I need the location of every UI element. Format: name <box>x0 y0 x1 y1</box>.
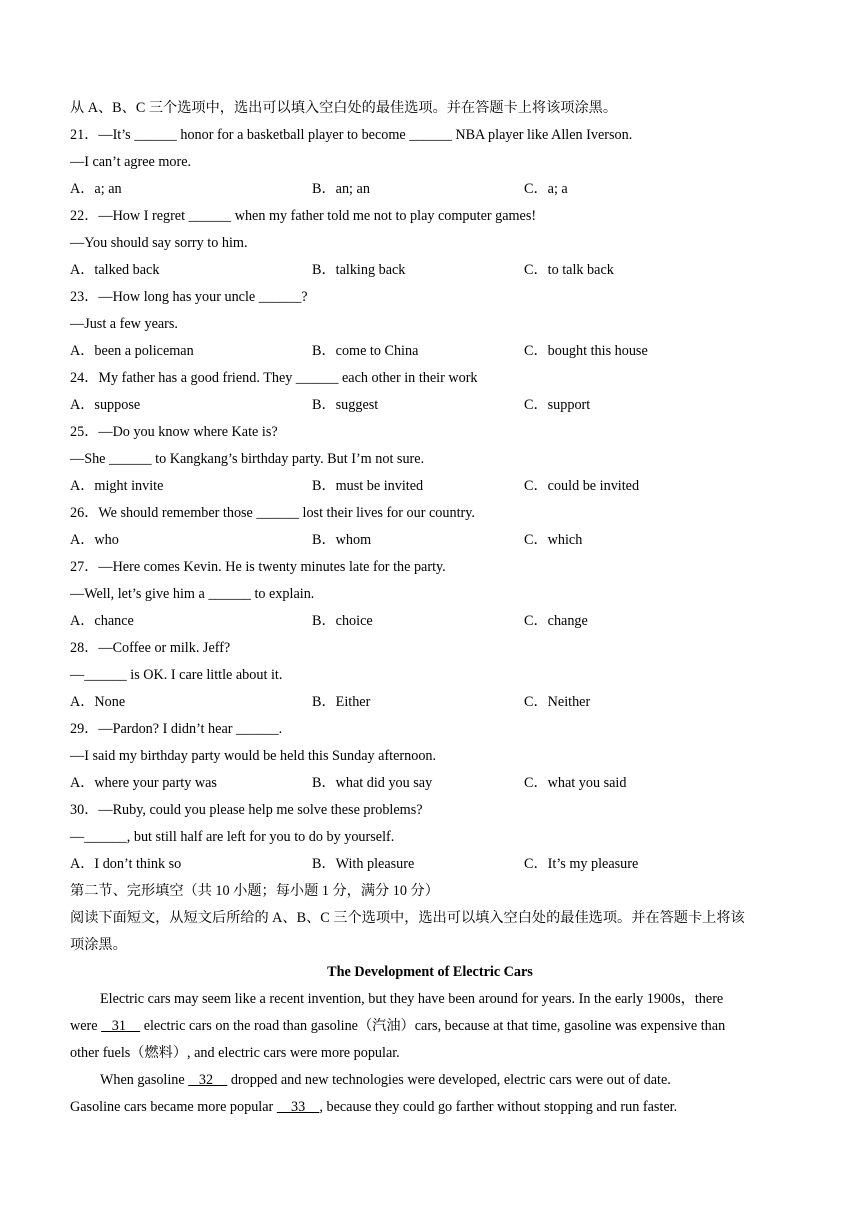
question-28-line-1: 28．—Coffee or milk. Jeff? <box>70 640 231 656</box>
passage-p2-line-2 <box>70 1098 792 1116</box>
question-23-line-1: 23．—How long has your uncle ______? <box>70 289 308 305</box>
option-b: B．choice <box>312 613 373 629</box>
option-c: C．bought this house <box>524 343 648 359</box>
question-28-line-2: —______ is OK. I care little about it. <box>70 667 283 683</box>
question-23-line-2: —Just a few years. <box>70 316 178 332</box>
option-c: C．It’s my pleasure <box>524 856 639 872</box>
option-a: A．been a policeman <box>70 343 194 359</box>
option-a: A．who <box>70 532 119 548</box>
p2-text-d: , because they could go farther without stopping and run faster. <box>319 1099 678 1115</box>
question-22-line-1: 22．—How I regret ______ when my father told me not to play computer games! <box>70 208 537 224</box>
option-c: C．Neither <box>524 694 591 710</box>
blank-32: 32 <box>188 1072 228 1088</box>
option-a: A．chance <box>70 613 134 629</box>
p2-text-a: When gasoline <box>100 1072 189 1088</box>
option-a: A．None <box>70 694 126 710</box>
p1-text-a: were <box>70 1018 102 1034</box>
option-b: B．what did you say <box>312 775 433 791</box>
question-29-line-2: —I said my birthday party would be held this Sunday afternoon. <box>70 748 437 764</box>
option-b: B．suggest <box>312 397 379 413</box>
question-30-options <box>70 855 790 873</box>
option-b: B．come to China <box>312 343 419 359</box>
section1-instruction: 从 A、B、C 三个选项中，选出可以填入空白处的最佳选项。并在答题卡上将该项涂黑。 <box>70 100 618 116</box>
option-a: A．might invite <box>70 478 164 494</box>
section2-heading: 第二节、完形填空（共 10 小题；每小题 1 分，满分 10 分） <box>70 883 439 899</box>
option-a: A．suppose <box>70 397 141 413</box>
question-21-line-1: 21．—It’s ______ honor for a basketball player to become ______ NBA player like Allen Iverson. <box>70 127 633 143</box>
option-c: C．support <box>524 397 591 413</box>
option-a: A．talked back <box>70 262 160 278</box>
question-28-options <box>70 693 790 711</box>
option-b: B．an; an <box>312 181 370 197</box>
option-c: C．a; a <box>524 181 568 197</box>
option-c: C．change <box>524 613 588 629</box>
question-30-line-1: 30．—Ruby, could you please help me solve these problems? <box>70 802 423 818</box>
question-27-options <box>70 612 790 630</box>
question-23-options <box>70 342 790 360</box>
section2-instruction-line-2: 项涂黑。 <box>70 937 127 953</box>
p2-text-b: dropped and new technologies were developed, electric cars were out of date. <box>227 1072 671 1088</box>
question-30-line-2: —______, but still half are left for you to do by yourself. <box>70 829 395 845</box>
question-24-options <box>70 396 790 414</box>
blank-33: 33 <box>276 1099 320 1115</box>
option-b: B．must be invited <box>312 478 424 494</box>
option-b: B．talking back <box>312 262 406 278</box>
question-29-options <box>70 774 790 792</box>
passage-p1-line-1: Electric cars may seem like a recent invention, but they have been around for years. In the early 1900s，there <box>100 991 724 1007</box>
section2-instruction-line-1: 阅读下面短文，从短文后所给的 A、B、C 三个选项中，选出可以填入空白处的最佳选项。并在答题卡上将该 <box>70 910 745 926</box>
passage-p2-line-1 <box>70 1071 822 1089</box>
option-a: A．a; an <box>70 181 122 197</box>
option-a: A．where your party was <box>70 775 217 791</box>
question-22-options <box>70 261 790 279</box>
option-a: A．I don’t think so <box>70 856 182 872</box>
blank-31: 31 <box>101 1018 141 1034</box>
question-21-line-2: —I can’t agree more. <box>70 154 192 170</box>
question-25-line-2: —She ______ to Kangkang’s birthday party. But I’m not sure. <box>70 451 425 467</box>
question-21-options <box>70 180 790 198</box>
option-b: B．whom <box>312 532 372 548</box>
option-b: B．Either <box>312 694 371 710</box>
option-c: C．which <box>524 532 583 548</box>
option-c: C．what you said <box>524 775 627 791</box>
question-24-line-1: 24．My father has a good friend. They ______ each other in their work <box>70 370 478 386</box>
question-27-line-1: 27．—Here comes Kevin. He is twenty minutes late for the party. <box>70 559 446 575</box>
p2-text-c: Gasoline cars became more popular <box>70 1099 277 1115</box>
question-25-options <box>70 477 790 495</box>
passage-p1-line-3: other fuels（燃料）, and electric cars were more popular. <box>70 1045 400 1061</box>
question-25-line-1: 25．—Do you know where Kate is? <box>70 424 278 440</box>
option-c: C．to talk back <box>524 262 614 278</box>
question-27-line-2: —Well, let’s give him a ______ to explain. <box>70 586 315 602</box>
passage-p1-line-2 <box>70 1017 792 1035</box>
question-26-line-1: 26．We should remember those ______ lost their lives for our country. <box>70 505 475 521</box>
passage-title: The Development of Electric Cars <box>327 964 533 980</box>
question-22-line-2: —You should say sorry to him. <box>70 235 248 251</box>
option-b: B．With pleasure <box>312 856 415 872</box>
option-c: C．could be invited <box>524 478 640 494</box>
question-29-line-1: 29．—Pardon? I didn’t hear ______. <box>70 721 283 737</box>
p1-text-b: electric cars on the road than gasoline（汽油）cars, because at that time, gasoline was expensive than <box>140 1018 726 1034</box>
question-26-options <box>70 531 790 549</box>
